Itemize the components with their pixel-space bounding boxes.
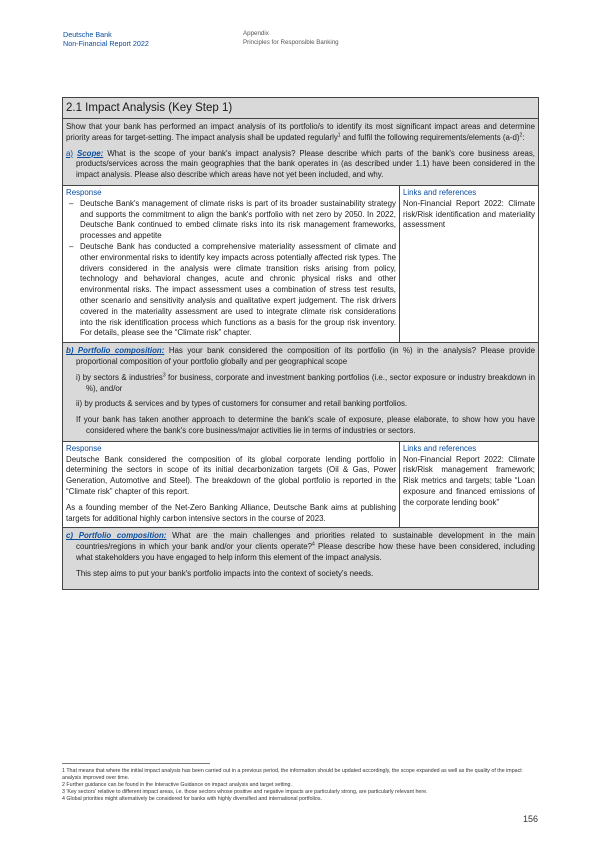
footnote-4: 4 Global priorities might alternatively be considered for banks with highly diversified and international portfolios. [62, 796, 322, 803]
header-section-block [243, 30, 339, 47]
footnote-3: 3 'Key sectors' relative to different impact areas, i.e. those sectors whose positive and negative impacts are particularly strong, are particularly relevant here. [62, 789, 428, 796]
response-a [63, 186, 400, 342]
page-number: 156 [522, 814, 538, 824]
response-b [63, 442, 400, 528]
list-item: – Deutsche Bank's management of climate risks is part of its broader sustainability strategy and supports the commitment to align the bank's portfolio with net zero by 2050. In 2022, Deutsche Bank continued to embed climate risks into its risk management frameworks, processes and appetite [69, 198, 396, 241]
list-item: – Deutsche Bank has conducted a comprehensive materiality assessment of climate and other environmental risks to identify key impacts across potentially affected risk types. The drivers considered in the analysis were climate transition risks arising from policy, technology and behavioral changes, acute and chronic physical risks and other environmental risks. The impact assessment uses a combination of stress test results, other scenario and sensitivity analysis and qualitative expert judgement. The risk drivers covered in the materiality assessment are used to integrate climate risk considerations into the risk identification process which functions as a basis for the group risk inventory. For details, please see the “Climate risk” chapter. [69, 241, 396, 338]
question-block-c [63, 527, 538, 589]
table-title: 2.1 Impact Analysis (Key Step 1) [63, 98, 538, 118]
footnotes [62, 768, 539, 803]
response-b-p1: Deutsche Bank considered the composition of its global corporate lending portfolio in determining the sectors in scope of its initial decarbonization targets (Oil & Gas, Power Generation, Automotive and Steel). The breakdown of the global portfolio is reported in the “Climate risk” chapter of this report. [66, 454, 396, 496]
question-a: a) Scope: What is the scope of your bank's impact analysis? Please describe which parts of the bank's core business areas, products/services across the main geographies that the bank operates in (as described under 1.1) have been considered in the impact analysis. Please also describe which areas have not yet been included, and why. [66, 148, 535, 180]
links-b [400, 442, 538, 528]
response-label: Response [66, 443, 102, 453]
response-b-p2: As a founding member of the Net-Zero Banking Alliance, Deutsche Bank aims at publishing targets for additional highly carbon intensive sectors in the course of 2023. [66, 502, 396, 523]
report-name: Non-Financial Report 2022 [63, 39, 149, 48]
question-b-other: If your bank has taken another approach to determine the bank's scale of exposure, please elaborate, to show how you have considered where the bank's core business/major activities lie in terms of industries or sectors. [76, 415, 535, 435]
question-block-a [63, 118, 538, 185]
company-name: Deutsche Bank [63, 30, 112, 39]
response-label: Response [66, 187, 102, 197]
response-row-a [63, 185, 538, 342]
subsection-name: Principles for Responsible Banking [243, 38, 339, 46]
links-a [400, 186, 538, 342]
footnote-2: 2 Further guidance can be found in the Interactive Guidance on impact analysis and target setting. [62, 782, 292, 789]
header-company-block [63, 30, 149, 48]
section-name: Appendix [243, 30, 269, 37]
question-b-i: i) by sectors & industries$^3$ for business, corporate and investment banking portfolios (i.e., sector exposure or industry breakdown in %), and/or [76, 372, 536, 393]
impact-analysis-table [62, 97, 539, 590]
footnote-1: 1 That means that where the initial impact analysis has been carried out in a previous period, the information should be updated accordingly, the scope expanded as well as the quality of the impact analysis improved over time. [62, 768, 522, 782]
response-row-b [63, 441, 538, 528]
question-c-p2: This step aims to put your bank's portfolio impacts into the context of society's needs. [76, 568, 374, 578]
intro-text: Show that your bank has performed an impact analysis of its portfolio/s to identify its most significant impact areas and determine priority areas for target-setting. The impact analysis shall be updated regularly$^1$ and fulfil the following requirements/elements $(a-d)^2$: [66, 122, 535, 142]
links-text: Non-Financial Report 2022: Climate risk/Risk identification and materiality assessment [403, 198, 535, 230]
links-label: Links and references [403, 443, 477, 453]
question-c: c) Portfolio composition: What are the main challenges and priorities related to sustainable development in the main countries/regions in which your bank and/or your clients operate?$^4$ Please describe how these have been considered, including what stakeholders you have engaged to help inform this element of the impact analysis. [66, 531, 535, 562]
links-text: Non-Financial Report 2022: Climate risk/Risk management framework; Risk metrics and targets; table “Loan exposure and financed emissions of the corporate lending book” [403, 454, 535, 507]
links-label: Links and references [403, 187, 477, 197]
question-b-ii: ii) by products & services and by types of customers for consumer and retail banking portfolios. [76, 399, 408, 409]
question-b: b) Portfolio composition: Has your bank considered the composition of its portfolio (in %) in the analysis? Please provide proportional composition of your portfolio globally and per geographical scope [66, 346, 535, 366]
question-block-b [63, 342, 538, 441]
footnote-divider [62, 763, 210, 764]
